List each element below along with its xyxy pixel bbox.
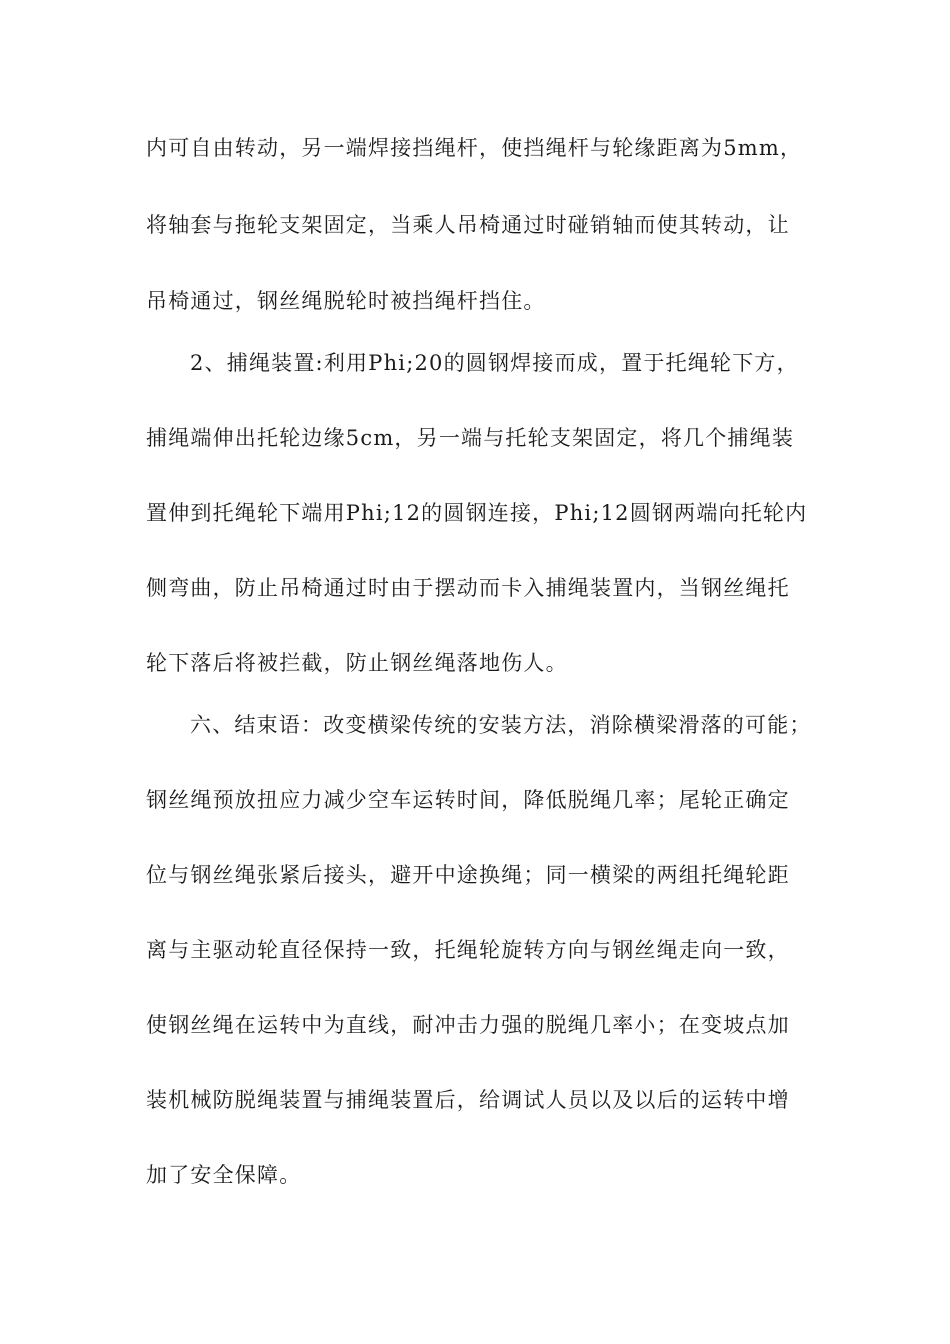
text-line: 内可自由转动，另一端焊接挡绳杆，使挡绳杆与轮缘距离为5mm， xyxy=(146,136,803,160)
text-line: 将轴套与拖轮支架固定，当乘人吊椅通过时碰销轴而使其转动，让 xyxy=(146,213,790,237)
text-line: 钢丝绳预放扭应力减少空车运转时间，降低脱绳几率；尾轮正确定 xyxy=(146,788,790,812)
text-line: 六、结束语：改变横梁传统的安装方法，消除横梁滑落的可能； xyxy=(190,713,812,737)
text-line: 加了安全保障。 xyxy=(146,1163,302,1187)
text-line: 位与钢丝绳张紧后接头，避开中途换绳；同一横梁的两组托绳轮距 xyxy=(146,863,790,887)
text-line: 使钢丝绳在运转中为直线，耐冲击力强的脱绳几率小；在变坡点加 xyxy=(146,1013,790,1037)
text-line: 捕绳端伸出托轮边缘5cm，另一端与托轮支架固定，将几个捕绳装 xyxy=(146,426,795,450)
text-line: 轮下落后将被拦截，防止钢丝绳落地伤人。 xyxy=(146,651,568,675)
text-line: 侧弯曲，防止吊椅通过时由于摆动而卡入捕绳装置内，当钢丝绳托 xyxy=(146,576,790,600)
text-line: 2、捕绳装置:利用Phi;20的圆钢焊接而成，置于托绳轮下方， xyxy=(190,351,799,375)
text-line: 吊椅通过，钢丝绳脱轮时被挡绳杆挡住。 xyxy=(146,289,546,313)
text-line: 离与主驱动轮直径保持一致，托绳轮旋转方向与钢丝绳走向一致， xyxy=(146,938,790,962)
text-line: 置伸到托绳轮下端用Phi;12的圆钢连接，Phi;12圆钢两端向托轮内 xyxy=(146,501,808,525)
text-line: 装机械防脱绳装置与捕绳装置后，给调试人员以及以后的运转中增 xyxy=(146,1088,790,1112)
